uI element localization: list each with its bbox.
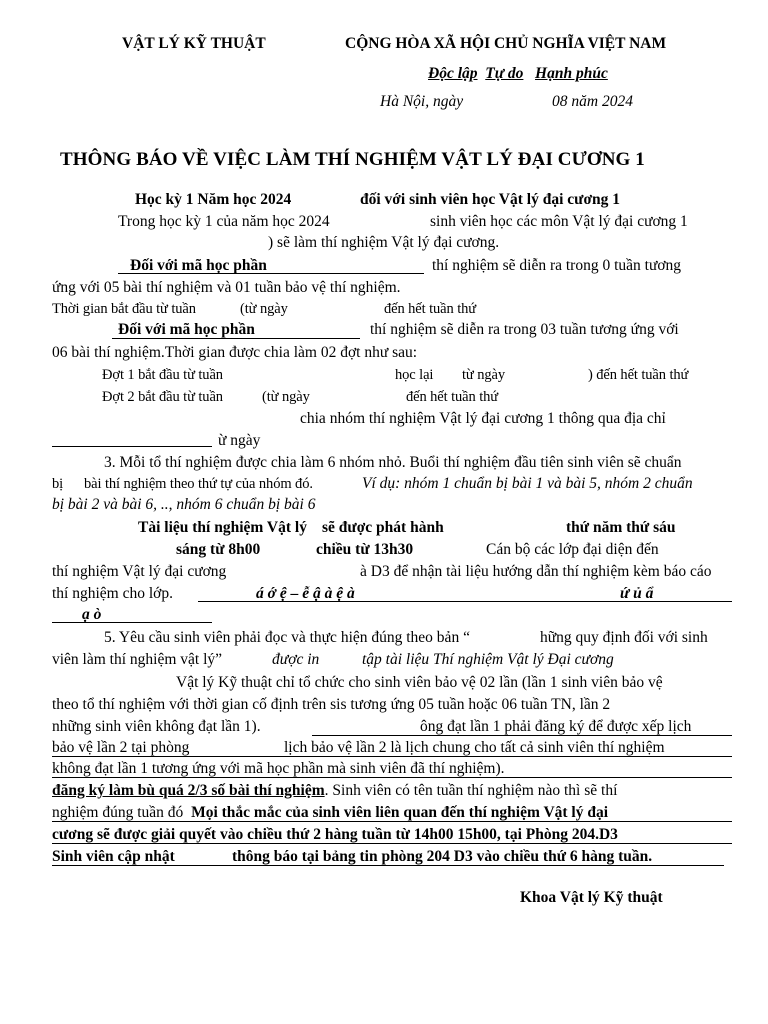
section2-line-2: 06 bài thí nghiệm.Thời gian được chia làm 02 đợt như sau: xyxy=(52,344,418,361)
notice-underline-7 xyxy=(52,821,732,822)
phase1-c: từ ngày xyxy=(462,367,505,383)
defense-underline-3 xyxy=(312,735,732,736)
defense-line-4b: lịch bảo vệ lần 2 là lịch chung cho tất cả sinh viên thí nghiệm xyxy=(284,739,665,756)
materials-label: Tài liệu thí nghiệm Vật lý xyxy=(138,519,307,536)
defense-line-3b: ông đạt lần 1 phải đăng ký để được xếp lịch xyxy=(420,718,692,735)
address-blank xyxy=(52,446,212,447)
bulletin-line-a: Sinh viên cập nhật xyxy=(52,848,175,865)
page-title: THÔNG BÁO VỀ VIỆC LÀM THÍ NGHIỆM VẬT LÝ ĐẠI CƯƠNG 1 xyxy=(60,149,645,170)
defense-line-2: theo tổ thí nghiệm với thời gian cố định trên sis tương ứng 05 tuần hoặc 06 tuần TN, lần 2 xyxy=(52,696,611,713)
from-date-fragment: ừ ngày xyxy=(218,432,261,449)
term-label: Học kỳ 1 Năm học 2024 xyxy=(135,191,292,208)
item5-line-2c: tập tài liệu Thí nghiệm Vật lý Đại cương xyxy=(362,651,614,668)
materials-line-4c: ứ ủ ẩ xyxy=(620,585,654,602)
item5-line-1a: 5. Yêu cầu sinh viên phải đọc và thực hiện đúng theo bản “ xyxy=(104,629,470,646)
intro-line-1a: Trong học kỳ 1 của năm học 2024 xyxy=(118,213,330,230)
section2-line-1: thí nghiệm sẽ diễn ra trong 03 tuần tương ứng với xyxy=(370,321,679,338)
signature-faculty: Khoa Vật lý Kỹ thuật xyxy=(520,889,663,906)
phase1-b: học lại xyxy=(395,367,434,383)
materials-line-4a: thí nghiệm cho lớp. xyxy=(52,585,173,602)
phase1-d: ) đến hết tuần thứ xyxy=(588,367,689,383)
notice-underline-9 xyxy=(52,865,724,866)
motto-part-1: Độc lập xyxy=(428,65,478,82)
defense-line-1: Vật lý Kỹ thuật chỉ tổ chức cho sinh viên bảo vệ 02 lần (lần 1 sinh viên bảo vệ xyxy=(176,674,663,691)
makeup-limit: đăng ký làm bù quá 2/3 số bài thí nghiệm xyxy=(52,782,325,799)
defense-line-7a: nghiệm đúng tuần đó xyxy=(52,804,184,821)
defense-line-7 xyxy=(52,803,608,823)
materials-days: thứ năm thứ sáu xyxy=(566,519,676,536)
item3-line-3: bị bài 2 và bài 6, .., nhóm 6 chuẩn bị bài 6 xyxy=(52,496,316,513)
section1-line-2: ứng với 05 bài thí nghiệm và 01 tuần bảo vệ thí nghiệm. xyxy=(52,279,401,296)
phase2-a: Đợt 2 bắt đầu từ tuần xyxy=(102,389,223,405)
republic-title: CỘNG HÒA XÃ HỘI CHỦ NGHĨA VIỆT NAM xyxy=(345,35,667,52)
intro-line-1b: sinh viên học các môn Vật lý đại cương 1 xyxy=(430,213,688,230)
materials-line-3b: à D3 để nhận tài liệu hướng dẫn thí nghiệm kèm báo cáo xyxy=(360,563,712,580)
defense-line-3a: những sinh viên không đạt lần 1). xyxy=(52,718,261,735)
target-label: đối với sinh viên học Vật lý đại cương 1 xyxy=(360,191,621,208)
defense-line-6 xyxy=(52,781,617,801)
section1-line-1: thí nghiệm sẽ diễn ra trong 0 tuần tương xyxy=(432,257,682,274)
defense-line-5: không đạt lần 1 tương ứng với mã học phần mà sinh viên đã thí nghiệm). xyxy=(52,760,505,777)
motto xyxy=(428,64,608,84)
course-code-label-1: Đối với mã học phần xyxy=(130,257,267,274)
phase2-b: (từ ngày xyxy=(262,389,310,405)
intro-line-2: ) sẽ làm thí nghiệm Vật lý đại cương. xyxy=(268,234,500,251)
place-date: Hà Nội, ngày xyxy=(380,93,464,110)
questions-notice: Mọi thắc mắc của sinh viên liên quan đến thí nghiệm Vật lý đại xyxy=(191,804,609,821)
morning-time: sáng từ 8h00 xyxy=(176,541,261,558)
defense-line-6b: . Sinh viên có tên tuần thí nghiệm nào thì sẽ thí xyxy=(324,782,618,799)
course-code-blank-2 xyxy=(112,338,360,339)
defense-line-4a: bảo vệ lần 2 tại phòng xyxy=(52,739,190,756)
department-name: VẬT LÝ KỸ THUẬT xyxy=(122,35,266,52)
afternoon-time: chiều từ 13h30 xyxy=(316,541,414,558)
month-year: 08 năm 2024 xyxy=(552,93,633,110)
materials-release: sẽ được phát hành xyxy=(322,519,444,536)
course-code-label-2: Đối với mã học phần xyxy=(118,321,255,338)
motto-part-2: Tự do xyxy=(485,65,524,82)
phase2-c: đến hết tuần thứ xyxy=(406,389,499,405)
section1-line-3c: đến hết tuần thứ xyxy=(384,301,477,317)
materials-underline-2 xyxy=(52,622,212,623)
materials-underline-1 xyxy=(198,601,732,602)
item3-line-1: 3. Mỗi tổ thí nghiệm được chia làm 6 nhóm nhỏ. Buổi thí nghiệm đầu tiên sinh viên sẽ chuẩn xyxy=(104,454,682,471)
item3-line-2a: bị xyxy=(52,476,64,492)
materials-line-3a: thí nghiệm Vật lý đại cương xyxy=(52,563,227,580)
materials-line-4b: á ớ ệ – ễ ậ à ệ à xyxy=(256,585,355,602)
notice-underline-8 xyxy=(52,843,732,844)
item3-line-2b: bài thí nghiệm theo thứ tự của nhóm đó. xyxy=(84,476,313,492)
item5-line-2a: viên làm thí nghiệm vật lý” xyxy=(52,651,223,668)
office-hours-line: cương sẽ được giải quyết vào chiều thứ 2 hàng tuần từ 14h00 15h00, tại Phòng 204.D3 xyxy=(52,826,618,843)
defense-underline-4 xyxy=(52,756,732,757)
phase1-a: Đợt 1 bắt đầu từ tuần xyxy=(102,367,223,383)
course-code-blank-1 xyxy=(118,273,424,274)
item5-line-2b: được in xyxy=(272,651,320,668)
defense-underline-5 xyxy=(52,777,732,778)
class-rep-line: Cán bộ các lớp đại diện đến xyxy=(486,541,659,558)
section1-line-3a: Thời gian bắt đầu từ tuần xyxy=(52,301,196,317)
bulletin-line-b: thông báo tại bảng tin phòng 204 D3 vào chiều thứ 6 hàng tuần. xyxy=(232,848,653,865)
materials-line-5: ạ ò xyxy=(82,606,102,623)
section1-line-3b: (từ ngày xyxy=(240,301,288,317)
item3-example: Ví dụ: nhóm 1 chuẩn bị bài 1 và bài 5, nhóm 2 chuẩn xyxy=(362,475,693,492)
item5-line-1b: hững quy định đối với sinh xyxy=(540,629,708,646)
group-registration-line: chia nhóm thí nghiệm Vật lý đại cương 1 thông qua địa chỉ xyxy=(300,410,666,427)
motto-part-3: Hạnh phúc xyxy=(535,65,608,82)
